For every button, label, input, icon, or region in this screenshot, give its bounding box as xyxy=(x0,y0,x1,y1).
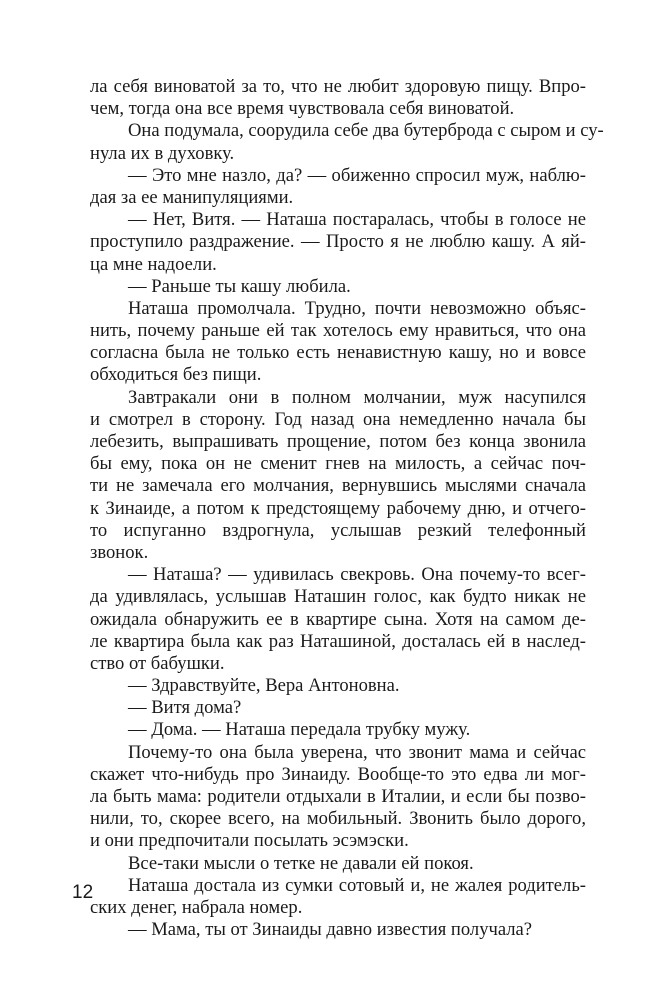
text-line: обходиться без пищи. xyxy=(90,364,262,386)
text-line: нить, почему раньше ей так хотелось ему нравиться, что она xyxy=(90,320,586,342)
text-line: — Наташа? — удивилась свекровь. Она почему-то всег- xyxy=(128,564,586,586)
text-line: Наташа промолчала. Трудно, почти невозможно объяс- xyxy=(128,297,586,319)
text-line: Наташа достала из сумки сотовый и, не жалея родитель- xyxy=(128,874,586,896)
text-line: то испуганно вздрогнула, услышав резкий телефонный xyxy=(90,519,586,541)
text-line: нили, то, скорее всего, на мобильный. Звонить было дорого, xyxy=(90,808,586,830)
text-line: согласна была не только есть ненавистную кашу, но и вовсе xyxy=(90,342,586,364)
text-line: проступило раздражение. — Просто я не люблю кашу. А яй- xyxy=(90,231,586,253)
text-line: скажет что-нибудь про Зинаиду. Вообще-то это едва ли мог- xyxy=(90,763,586,785)
text-line: ла быть мама: родители отдыхали в Италии, и если бы позво- xyxy=(90,786,586,807)
text-line: — Мама, ты от Зинаиды давно известия получала? xyxy=(128,919,533,941)
text-line: Почему-то она была уверена, что звонит мама и сейчас xyxy=(128,741,586,763)
text-line: нула их в духовку. xyxy=(90,142,235,164)
text-line: да удивлялась, услышав Наташин голос, как будто никак не xyxy=(90,586,586,608)
body-text xyxy=(90,76,604,941)
text-line: ла себя виноватой за то, что не любит здоровую пищу. Впро- xyxy=(90,76,586,97)
text-line: и смотрел в сторону. Год назад она немедленно начала бы xyxy=(90,408,586,430)
text-line: Завтракали они в полном молчании, муж насупился xyxy=(128,386,586,408)
text-line: — Здравствуйте, Вера Антоновна. xyxy=(128,675,400,697)
text-line: Она подумала, соорудила себе два бутерброда с сыром и су- xyxy=(128,120,604,142)
text-line: лебезить, выпрашивать прощение, потом без конца звонила xyxy=(90,431,586,452)
text-line: — Витя дома? xyxy=(128,697,242,719)
text-line: ство от бабушки. xyxy=(90,652,225,674)
text-line: — Раньше ты кашу любила. xyxy=(128,275,351,297)
text-line: — Нет, Витя. — Наташа постаралась, чтобы в голосе не xyxy=(128,209,586,231)
text-line: к Зинаиде, а потом к предстоящему рабочему дню, и отчего- xyxy=(90,497,586,519)
text-line: — Это мне назло, да? — обиженно спросил муж, наблю- xyxy=(128,164,586,186)
text-line: и они предпочитали посылать эсэмэски. xyxy=(90,830,409,852)
text-line: ти не замечала его молчания, вернувшись мыслями сначала xyxy=(90,475,586,497)
text-line: Все-таки мысли о тетке не давали ей покоя. xyxy=(128,852,474,874)
text-line: ле квартира была как раз Наташиной, досталась ей в наслед- xyxy=(90,630,586,652)
text-line: бы ему, пока он не сменит гнев на милость, а сейчас поч- xyxy=(90,453,586,475)
text-line: — Дома. — Наташа передала трубку мужу. xyxy=(128,719,471,741)
text-line: ожидала обнаружить ее в квартире сына. Хотя на самом де- xyxy=(90,608,586,630)
text-line: ца мне надоели. xyxy=(90,253,217,275)
text-line: дая за ее манипуляциями. xyxy=(90,186,294,208)
page-number: 12 xyxy=(72,882,94,903)
text-line: ских денег, набрала номер. xyxy=(90,896,303,918)
text-line: звонок. xyxy=(90,541,149,563)
text-line: чем, тогда она все время чувствовала себя виноватой. xyxy=(90,98,515,120)
